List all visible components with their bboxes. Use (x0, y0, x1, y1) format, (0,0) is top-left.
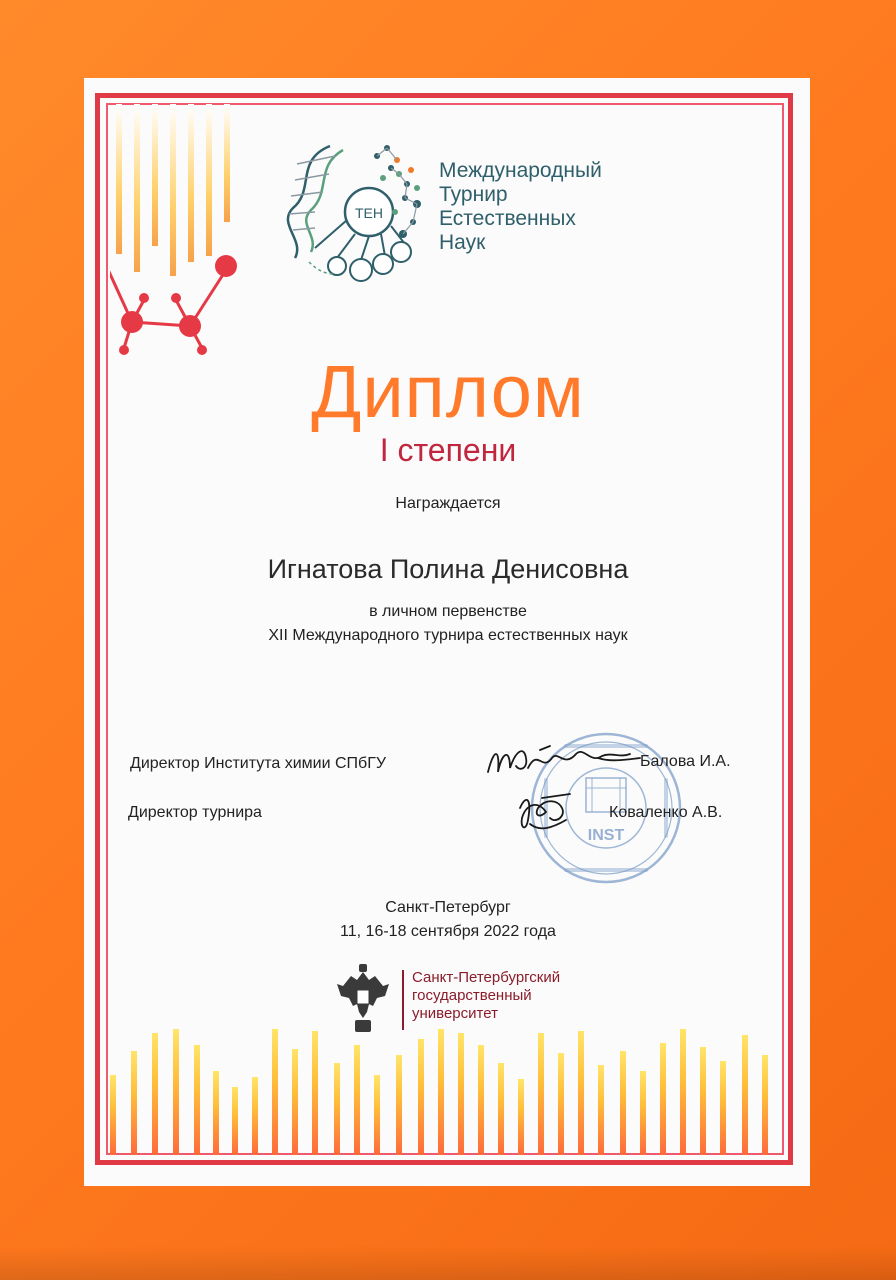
description-line-2: XII Международного турнира естественных наук (268, 627, 628, 644)
stripe (518, 1079, 524, 1155)
university-name-line: Санкт-Петербургский (412, 969, 561, 986)
molecule-decoration-icon (110, 252, 260, 362)
logo-title-line: Естественных (439, 207, 576, 230)
stripe (170, 104, 176, 276)
stripe (354, 1045, 360, 1155)
stripe (131, 1051, 137, 1155)
university-name-line: государственный (412, 987, 532, 1004)
stamp-text: INST (587, 827, 625, 844)
stripe (374, 1075, 380, 1155)
stripe (252, 1077, 258, 1155)
stripe (272, 1029, 278, 1155)
university-divider (402, 970, 404, 1030)
stripe (188, 104, 194, 262)
stripe (720, 1061, 726, 1155)
logo-title-line: Международный (439, 159, 602, 182)
logo-title (439, 159, 639, 255)
stripe (292, 1049, 298, 1155)
stripe (418, 1039, 424, 1155)
stripe (620, 1051, 626, 1155)
logo-abbr: ТЕН (355, 205, 383, 221)
stripe (660, 1043, 666, 1155)
diploma-title: Диплом (311, 350, 585, 433)
stripe (134, 104, 140, 272)
description-line-1: в личном первенстве (369, 603, 527, 620)
signatory-role-1: Директор Института химии СПбГУ (130, 755, 387, 772)
stripe (232, 1087, 238, 1155)
stripe (224, 104, 230, 222)
stripe (680, 1029, 686, 1155)
photo-shadow (0, 1246, 896, 1280)
stripe (598, 1065, 604, 1155)
dates: 11, 16-18 сентября 2022 года (340, 923, 556, 940)
logo-title-line: Наук (439, 231, 486, 254)
stripe (498, 1063, 504, 1155)
university-emblem-icon (333, 962, 393, 1034)
city: Санкт-Петербург (385, 899, 511, 916)
stripe (334, 1063, 340, 1155)
stripe (110, 1075, 116, 1155)
stripe (538, 1033, 544, 1155)
stripe (762, 1055, 768, 1155)
stripe (213, 1071, 219, 1155)
signatory-name-1: Балова И.А. (640, 753, 731, 770)
stripe (578, 1031, 584, 1155)
stripe (478, 1045, 484, 1155)
stripe (458, 1033, 464, 1155)
stripe (396, 1055, 402, 1155)
stripe (173, 1029, 179, 1155)
stripe (206, 104, 212, 256)
awarded-label: Награждается (395, 495, 501, 512)
signatures-icon (480, 728, 690, 858)
stripe (116, 104, 122, 254)
ten-logo-icon (275, 140, 425, 290)
stripe (700, 1047, 706, 1155)
diploma-degree: I степени (379, 432, 517, 468)
stripe (152, 1033, 158, 1155)
signatory-name-2: Коваленко А.В. (609, 804, 723, 821)
stripe (152, 104, 158, 246)
stripe (558, 1053, 564, 1155)
stripe (438, 1029, 444, 1155)
stripe (640, 1071, 646, 1155)
university-name (412, 969, 560, 1023)
stripe (742, 1035, 748, 1155)
recipient-name: Игнатова Полина Денисовна (267, 554, 629, 584)
stripe (194, 1045, 200, 1155)
university-name-line: университет (412, 1005, 498, 1022)
logo-title-line: Турнир (439, 183, 508, 206)
stripe (312, 1031, 318, 1155)
signatory-role-2: Директор турнира (128, 804, 262, 821)
